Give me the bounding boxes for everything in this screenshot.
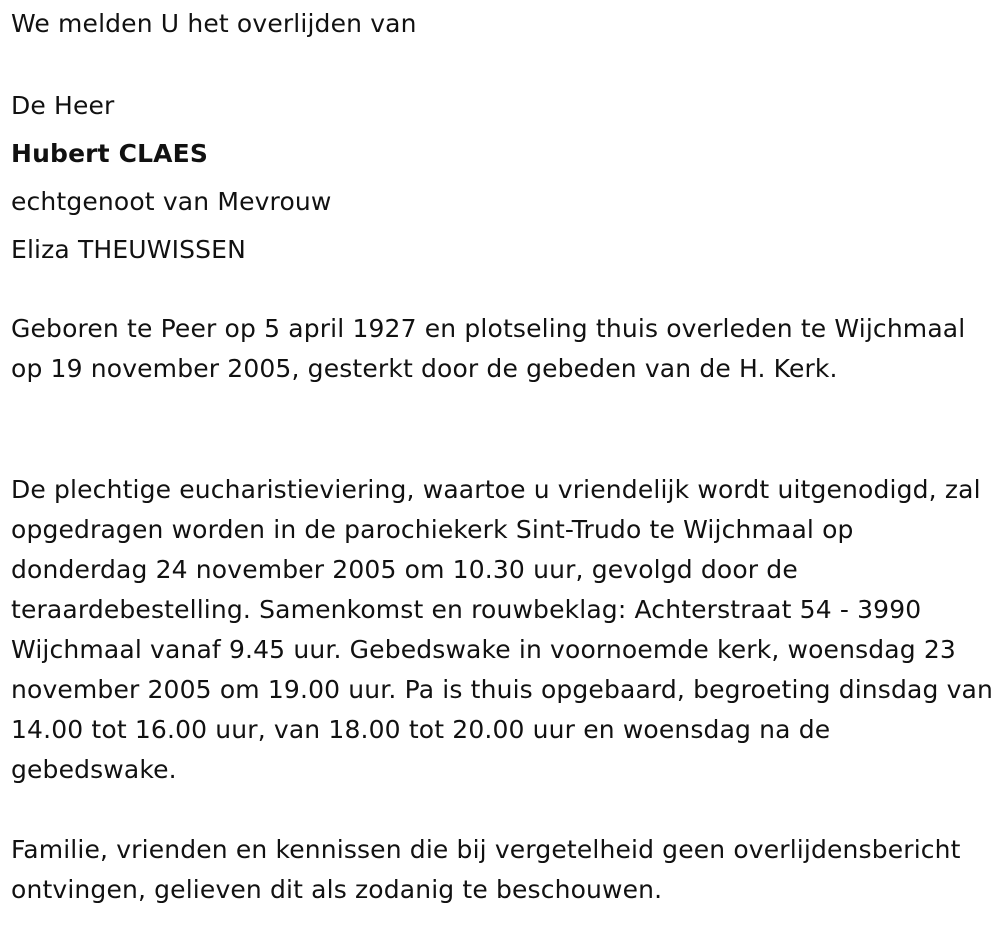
closing-paragraph: Familie, vrienden en kennissen die bij vergetelheid geen overlijdensbericht ontvingen, gelieven dit als zodanig te beschouwen. (11, 835, 961, 904)
spouse-name: Eliza THEUWISSEN (11, 235, 246, 264)
birth-death-paragraph: Geboren te Peer op 5 april 1927 en plotseling thuis overleden te Wijchmaal op 19 november 2005, gesterkt door de gebeden van de H. Kerk. (11, 314, 966, 383)
intro-text: We melden U het overlijden van (11, 9, 417, 38)
spouse-label: echtgenoot van Mevrouw (11, 187, 332, 216)
title-prefix: De Heer (11, 91, 115, 120)
deceased-name: Hubert CLAES (11, 139, 209, 168)
ceremony-paragraph: De plechtige eucharistieviering, waartoe u vriendelijk wordt uitgenodigd, zal opgedragen worden in de parochiekerk Sint-Trudo te Wijchmaal op donderdag 24 november 2005 om 10.30 uur, gevolgd door de teraardebestelling. Samenkomst en rouwbeklag: Achterstraat 54 - 3990 Wijchmaal vanaf 9.45 uur. Gebedswake in voornoemde kerk, woensdag 23 november 2005 om 19.00 uur. Pa is thuis opgebaard, begroeting dinsdag van 14.00 tot 16.00 uur, van 18.00 tot 20.00 uur en woensdag na de gebedswake. (11, 475, 993, 784)
